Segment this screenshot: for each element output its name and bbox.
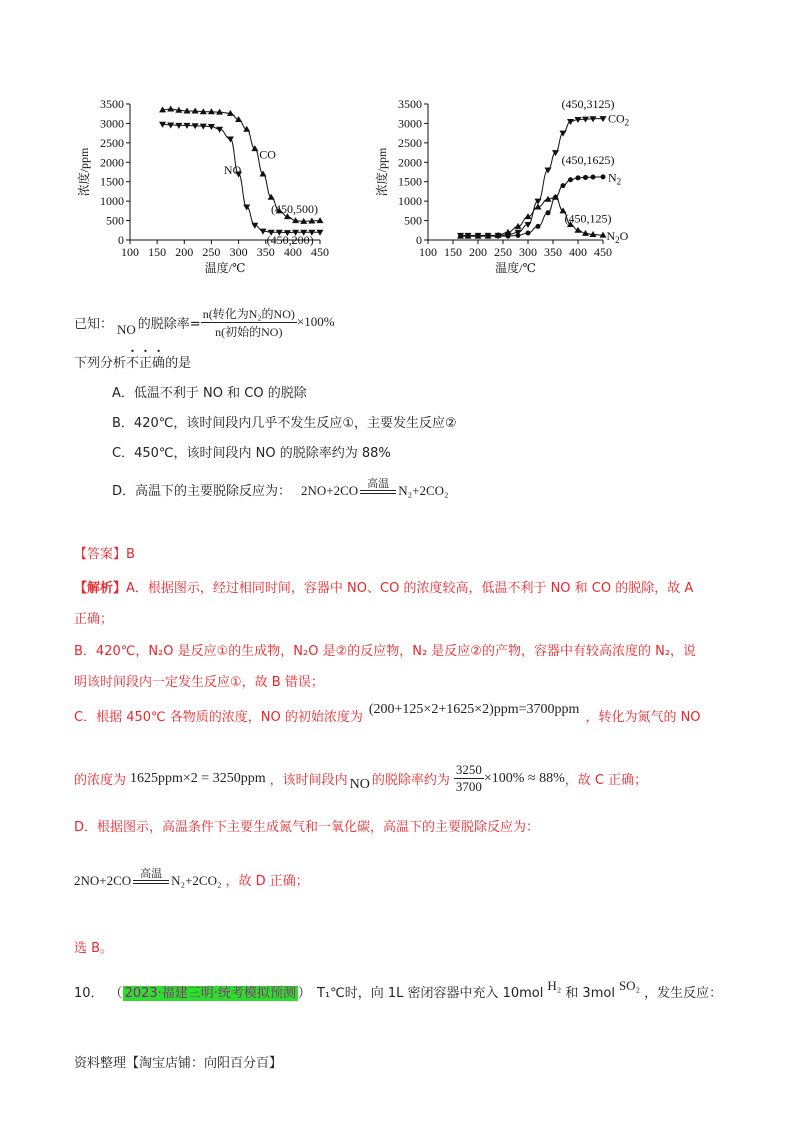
chart-right-svg: [368, 92, 658, 297]
question-emph-1: 不: [126, 356, 140, 371]
option-d-eq-right: N₂+2CO₂: [398, 483, 449, 498]
option-d-eq-arrow: [360, 478, 396, 499]
analysis-c1-post: ，转化为氮气的 NO: [585, 710, 701, 725]
x-tick-label: 350: [256, 245, 275, 259]
x-tick-label: 150: [444, 245, 462, 259]
analysis-c2-pre: 的浓度为: [74, 773, 127, 788]
y-tick-label: 2000: [100, 155, 124, 170]
analysis-c2-fraction: [454, 762, 484, 795]
series-line-N2: [461, 177, 604, 236]
data-point-N2: [576, 175, 581, 180]
y-tick-label: 2500: [398, 135, 422, 150]
analysis-c2-no: NO: [349, 776, 370, 792]
option-d-eq-left: 2NO+2CO: [301, 483, 359, 498]
data-point-CO: [268, 194, 275, 200]
question-post: 的是: [165, 356, 192, 371]
label-co2: $CO_2$: [608, 111, 630, 128]
analysis-d-line2: [74, 868, 309, 889]
x-tick-label: 200: [469, 245, 487, 259]
given-middle: 的脱除率=: [137, 316, 201, 332]
data-point-N2O: [575, 227, 582, 233]
y-tick-label: 500: [106, 213, 124, 228]
chart-left: [70, 92, 350, 297]
x-tick-label: 300: [229, 245, 248, 259]
footer-source: 资料整理【淘宝店铺：向阳百分百】: [74, 1056, 283, 1071]
x-tick-label: 100: [419, 245, 437, 259]
y-axis-label: 浓度/ppm: [77, 147, 91, 197]
y-tick-label: 1500: [398, 174, 422, 189]
question-emph-2: 正: [139, 356, 153, 371]
y-tick-label: 1000: [398, 194, 422, 209]
y-tick-label: 3500: [398, 97, 422, 111]
y-tick-label: 0: [118, 233, 124, 247]
analysis-c2-mid: ，该时间段内: [269, 773, 348, 788]
data-point-N2: [536, 224, 541, 229]
x-tick-label: 450: [311, 245, 329, 259]
analysis-head: 【解析】: [74, 581, 127, 596]
analysis-a-text: A．根据图示，经过相同时间，容器中 NO、CO 的浓度较高，低温不利于 NO 和 CO 的脱除，故 A: [126, 581, 694, 596]
option-d: [112, 478, 449, 499]
y-axis-label: 浓度/ppm: [375, 147, 389, 197]
label-co: CO: [259, 147, 276, 162]
chart-right: [368, 92, 658, 297]
analysis-c1-pre: C．根据 450℃ 各物质的浓度，NO 的初始浓度为: [74, 710, 363, 725]
x-axis-label: 温度/℃: [495, 261, 536, 275]
analysis-b-line1: B．420℃，N₂O 是反应①的生成物，N₂O 是②的反应物，N₂ 是反应②的产物，容器中有较高浓度的 N₂，说: [74, 644, 697, 659]
analysis-d2-right: N₂+2CO₂: [171, 873, 222, 888]
data-point-N2: [526, 231, 531, 236]
data-point-CO2: [560, 131, 567, 137]
answer-line: 【答案】B: [74, 547, 135, 562]
annotation-450-500: (450,500): [270, 201, 318, 216]
analysis-c-line2: [74, 762, 647, 795]
data-point-N2: [561, 183, 566, 188]
question-10: [74, 977, 723, 1001]
y-tick-label: 1000: [100, 194, 124, 209]
option-d-eq-cond: 高温: [367, 478, 390, 490]
x-tick-label: 250: [202, 245, 221, 259]
analysis-c1-eq: (200+125×2+1625×2)ppm=3700ppm: [368, 701, 580, 717]
analysis-c2-tail: ×100% ≈ 88%: [483, 770, 565, 786]
annotation-450-3125: (450,3125): [561, 96, 615, 111]
analysis-a-line1: [74, 577, 693, 596]
data-point-N2: [591, 175, 596, 180]
data-point-CO: [167, 106, 174, 112]
q10-tag: （ 2023·福建三明·统考模拟预测 ）: [109, 986, 311, 1001]
label-no: NO: [223, 162, 242, 177]
x-tick-label: 450: [594, 245, 612, 259]
analysis-d2-post: ，故 D 正确；: [225, 874, 309, 889]
x-tick-label: 350: [544, 245, 562, 259]
analysis-c-line1: [74, 701, 701, 725]
data-point-CO: [260, 170, 267, 176]
option-d-label: D．高温下的主要脱除反应为：: [112, 484, 292, 499]
analysis-c2-mid2: 的脱除率约为: [371, 773, 450, 788]
analysis-d-line1: D．根据图示，高温条件下主要生成氮气和一氧化碳，高温下的主要脱除反应为：: [74, 820, 540, 835]
given-line: [74, 302, 335, 342]
annotation-450-125: (450,125): [564, 211, 612, 226]
data-point-N2O: [515, 223, 522, 229]
x-tick-label: 150: [148, 245, 167, 259]
data-point-N2: [546, 210, 551, 215]
given-denominator: n(初始的NO): [215, 324, 283, 339]
y-tick-label: 3500: [100, 97, 124, 111]
given-no: NO: [117, 322, 136, 337]
x-tick-label: 300: [519, 245, 537, 259]
data-point-CO: [317, 217, 324, 223]
annotation-450-1625: (450,1625): [561, 153, 615, 168]
question-emph-3: 确: [152, 356, 166, 371]
option-c: C．450℃，该时间段内 NO 的脱除率约为 88%: [112, 446, 391, 461]
q10-so2: SO₂: [618, 977, 641, 993]
x-axis-label: 温度/℃: [204, 261, 246, 275]
analysis-a-line2: 正确；: [74, 612, 114, 627]
q10-text-post: ，发生反应：: [644, 986, 723, 1001]
analysis-c2-num: 3250: [455, 762, 482, 777]
analysis-c2-post: ，故 C 正确；: [564, 773, 648, 788]
y-tick-label: 1500: [100, 174, 124, 189]
analysis-c2-den: 3700: [455, 779, 482, 794]
analysis-final: 选 B。: [74, 941, 114, 956]
option-a: A．低温不利于 NO 和 CO 的脱除: [112, 386, 307, 401]
x-tick-label: 400: [569, 245, 587, 259]
data-point-N2: [583, 175, 588, 180]
y-tick-label: 2000: [398, 155, 422, 170]
q10-source-tag: 2023·福建三明·统考模拟预测: [124, 986, 296, 1001]
chart-left-svg: [70, 92, 350, 297]
analysis-d2-cond: 高温: [140, 868, 163, 880]
q10-number: 10．: [74, 986, 104, 1001]
data-point-NO: [227, 136, 234, 142]
analysis-d2-arrow: [133, 868, 169, 889]
annotation-450-200: (450,200): [266, 232, 314, 247]
given-fraction: [201, 305, 297, 340]
x-tick-label: 100: [121, 245, 139, 259]
series-line-NO: [163, 124, 320, 232]
y-tick-label: 3000: [100, 116, 124, 131]
x-tick-label: 400: [283, 245, 302, 259]
q10-text-1: T₁℃时，向 1L 密闭容器中充入 10mol: [316, 986, 544, 1001]
analysis-d2-left: 2NO+2CO: [74, 873, 132, 888]
y-tick-label: 3000: [398, 116, 422, 131]
x-tick-label: 250: [494, 245, 512, 259]
data-point-N2: [516, 233, 521, 238]
analysis-c2-eq: 1625ppm×2 = 3250ppm: [130, 770, 266, 786]
given-suffix: ×100%: [296, 314, 335, 329]
x-tick-label: 200: [175, 245, 194, 259]
label-n2: $N_2$: [608, 170, 622, 187]
analysis-b-line2: 明该时间段内一定发生反应①，故 B 错误；: [74, 675, 324, 690]
q10-text-and: 和 3mol: [565, 986, 615, 1001]
data-point-N2O: [525, 213, 532, 219]
data-point-N2: [568, 177, 573, 182]
y-tick-label: 0: [416, 233, 422, 247]
y-tick-label: 2500: [100, 135, 124, 150]
given-numerator: n(转化为N₂的NO): [202, 306, 295, 321]
label-n2o: $N_2O$: [606, 229, 629, 245]
question-pre: 下列分析: [74, 356, 127, 371]
option-b: B．420℃，该时间段内几乎不发生反应①，主要发生反应②: [112, 416, 457, 431]
y-tick-label: 500: [404, 213, 422, 228]
q10-h2: H₂: [547, 977, 562, 993]
question-stem: [74, 352, 191, 371]
given-prefix: 已知：: [74, 316, 114, 332]
data-point-N2: [601, 174, 606, 179]
